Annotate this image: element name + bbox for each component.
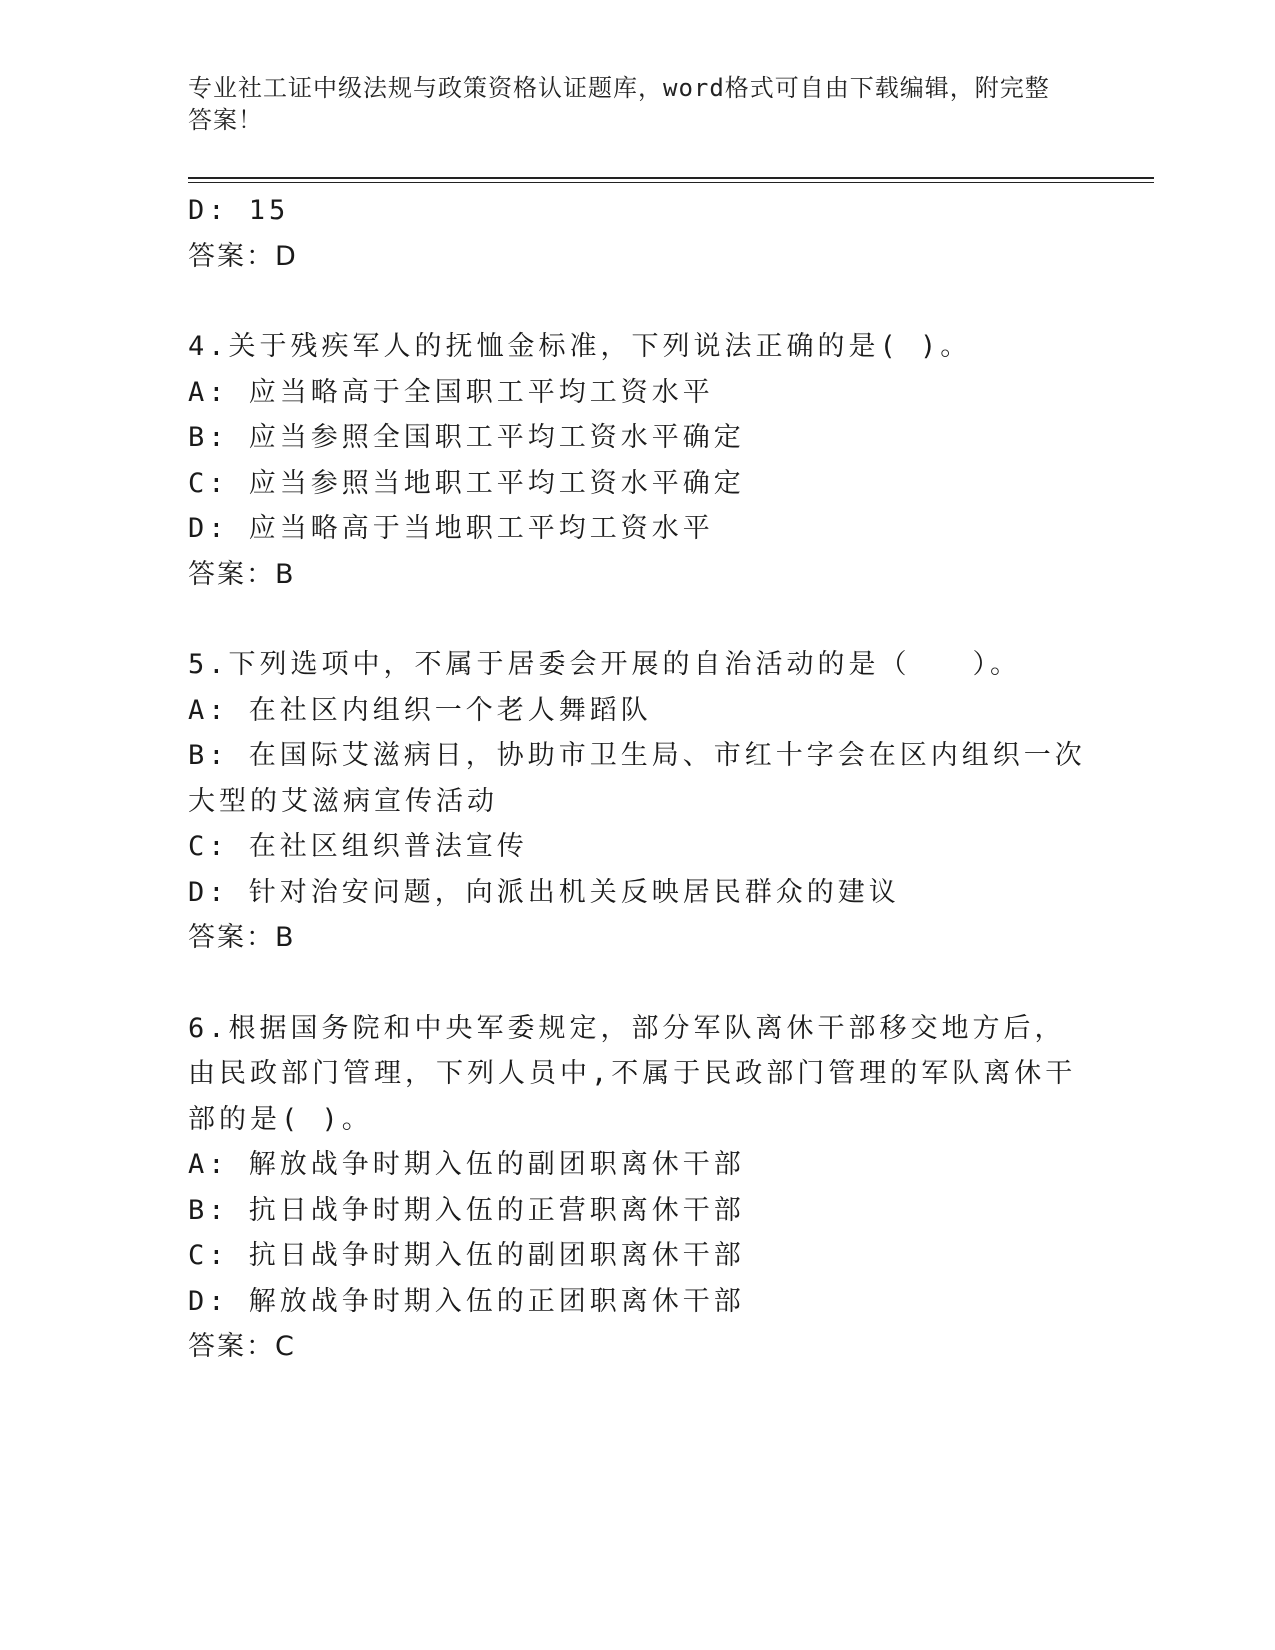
spacer: [188, 597, 1088, 642]
spacer: [188, 961, 1088, 1006]
option-a: A: 解放战争时期入伍的副团职离休干部: [188, 1149, 745, 1180]
answer: 答案：B: [188, 922, 296, 953]
option-a: A: 在社区内组织一个老人舞蹈队: [188, 694, 652, 726]
option-c: C: 应当参照当地职工平均工资水平确定: [188, 467, 745, 499]
option-b: B: 在国际艾滋病日，协助市卫生局、市红十字会在区内组织一次大型的艾滋病宣传活动: [188, 740, 1086, 817]
option-d: D: 针对治安问题，向派出机关反映居民群众的建议: [188, 876, 900, 908]
option-c: C: 抗日战争时期入伍的副团职离休干部: [188, 1240, 745, 1271]
question-stem: 5.下列选项中，不属于居委会开展的自治活动的是（ ）。: [188, 649, 1022, 680]
answer: 答案：B: [188, 558, 296, 590]
header-divider-thick: [188, 177, 1154, 179]
option-a: A: 应当略高于全国职工平均工资水平: [188, 376, 714, 408]
question-5: [188, 642, 1088, 961]
option-c: C: 在社区组织普法宣传: [188, 831, 528, 862]
question-4: [188, 324, 1088, 597]
option-d: D: 应当略高于当地职工平均工资水平: [188, 513, 714, 544]
option-d: D: 解放战争时期入伍的正团职离休干部: [188, 1285, 745, 1317]
option-b: B: 抗日战争时期入伍的正营职离休干部: [188, 1194, 745, 1226]
spacer: [188, 279, 1088, 324]
header-divider-thin: [188, 182, 1154, 183]
answer: 答案：C: [188, 1331, 296, 1362]
option-b: B: 应当参照全国职工平均工资水平确定: [188, 422, 745, 453]
question-6: [188, 1006, 1088, 1370]
answer-continued: 答案：D: [188, 240, 298, 272]
question-content: [188, 188, 1088, 1370]
question-stem: 6.根据国务院和中央军委规定，部分军队离休干部移交地方后，由民政部门管理，下列人员中,不属于民政部门管理的军队离休干部的是( )。: [188, 1012, 1077, 1135]
option-d-continued: D: 15: [188, 195, 290, 226]
page-header: 专业社工证中级法规与政策资格认证题库，word格式可自由下载编辑，附完整答案！: [188, 74, 1050, 134]
question-stem: 4.关于残疾军人的抚恤金标准，下列说法正确的是( )。: [188, 331, 972, 362]
